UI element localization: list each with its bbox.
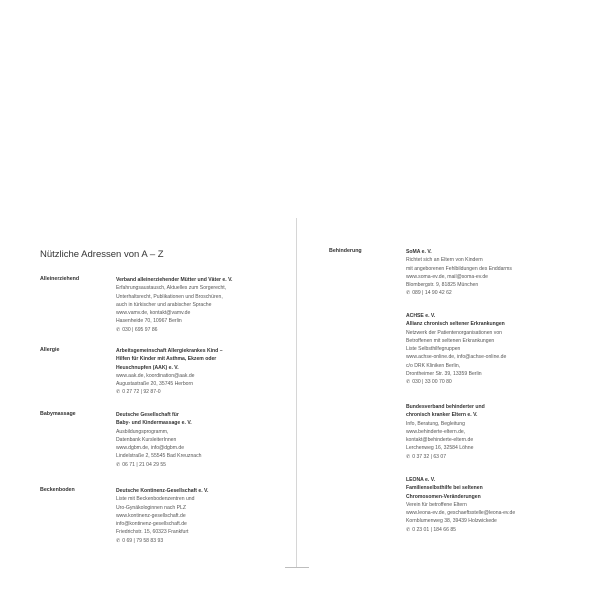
- address-line: Lindelstraße 2, 55545 Bad Kreuznach: [116, 453, 202, 460]
- address-body: [406, 476, 515, 534]
- address-line: Drontheimer Str. 39, 13359 Berlin: [406, 371, 482, 378]
- address-line: Netzwerk der Patientenorganisationen von: [406, 329, 502, 336]
- organization-name: Familienselbsthilfe bei seltenen: [406, 485, 483, 492]
- footer-line: [285, 567, 309, 568]
- phone-number: 030 | 33 00 70 80: [412, 379, 452, 386]
- address-line: Lerchenweg 16, 32584 Löhne: [406, 445, 474, 452]
- address-line: auch in türkischer und arabischer Sprache: [116, 301, 212, 308]
- address-line: Unterhaltsrecht, Publikationen und Broschüren,: [116, 293, 223, 300]
- address-line: www.leona-ev.de, geschaeftsstelle@leona-ev.de: [406, 510, 516, 517]
- category-label: Behinderung: [329, 248, 362, 254]
- phone-line: [116, 537, 208, 545]
- phone-icon: ✆: [116, 461, 121, 468]
- address-body: [116, 347, 223, 397]
- organization-name: Allianz chronisch seltener Erkrankungen: [406, 321, 505, 328]
- address-line: Augustastraße 20, 35745 Herborn: [116, 381, 194, 388]
- phone-icon: ✆: [116, 537, 121, 544]
- phone-number: 0 69 | 79 58 83 93: [122, 537, 164, 544]
- phone-line: [406, 378, 506, 386]
- address-line: www.aak.de, koordination@aak.de: [116, 372, 195, 379]
- address-line: Hasenheide 70, 10967 Berlin: [116, 318, 182, 325]
- phone-number: 030 | 695 97 86: [122, 326, 158, 333]
- address-body: [406, 403, 485, 461]
- category-label: Babymassage: [40, 411, 76, 417]
- phone-line: [116, 461, 202, 469]
- organization-name: Baby- und Kindermassage e. V.: [116, 420, 192, 427]
- category-label: Allergie: [40, 347, 60, 353]
- address-body: [116, 411, 202, 469]
- address-line: Ausbildungsprogramm,: [116, 428, 169, 435]
- phone-icon: ✆: [406, 453, 411, 460]
- address-line: Datenbank KursleiterInnen: [116, 436, 177, 443]
- address-body: [406, 248, 512, 298]
- address-line: Blombergstr. 9, 81825 München: [406, 282, 479, 289]
- organization-name: chronisch kranker Eltern e. V.: [406, 412, 478, 419]
- phone-icon: ✆: [406, 379, 411, 386]
- phone-number: 0 37 32 | 63 07: [412, 453, 447, 460]
- category-label: Beckenboden: [40, 487, 75, 493]
- address-line: mit angeborenen Fehlbildungen des Enddarms: [406, 265, 512, 272]
- address-line: info@kontinenz-gesellschaft.de: [116, 521, 187, 528]
- address-line: Liste Selbsthilfegruppen: [406, 346, 461, 353]
- address-line: www.behinderte-eltern.de,: [406, 428, 466, 435]
- category-label: Alleinerziehend: [40, 276, 80, 282]
- organization-name: Deutsche Kontinenz-Gesellschaft e. V.: [116, 488, 209, 494]
- address-line: Verein für betroffene Eltern: [406, 501, 467, 508]
- address-body: [116, 487, 208, 545]
- organization-name: Heuschnupfen (AAK) e. V.: [116, 364, 179, 371]
- address-line: Liste mit Beckenbodenzentren und: [116, 496, 195, 503]
- page-title: Nützliche Adressen von A – Z: [40, 249, 164, 260]
- phone-icon: ✆: [116, 326, 121, 333]
- phone-line: [116, 326, 232, 334]
- organization-name: Hilfen für Kinder mit Asthma, Ekzem oder: [116, 356, 217, 363]
- address-line: Uro-Gynäkologinnen nach PLZ: [116, 504, 186, 511]
- address-line: c/o DRK Kliniken Berlin,: [406, 362, 461, 369]
- address-line: Kornblumenweg 38, 39439 Holzwickede: [406, 518, 497, 525]
- address-line: Betroffenen mit seltenen Erkrankungen: [406, 337, 495, 344]
- phone-icon: ✆: [406, 290, 411, 297]
- organization-name: Verband alleinerziehender Mütter und Väter e. V.: [116, 277, 233, 283]
- organization-name: Chromosomen-Veränderungen: [406, 493, 481, 500]
- organization-name: ACHSE e. V.: [406, 313, 436, 319]
- organization-name: LEONA e. V.: [406, 477, 436, 483]
- address-line: kontakt@behinderte-eltern.de: [406, 437, 474, 444]
- address-line: www.kontinenz-gesellschaft.de: [116, 512, 186, 519]
- phone-number: 089 | 14 90 42 62: [412, 290, 452, 297]
- phone-line: [116, 388, 223, 396]
- address-line: Erfahrungsaustausch, Aktuelles zum Sorgerecht,: [116, 285, 227, 292]
- address-line: Info, Beratung, Begleitung: [406, 420, 465, 427]
- organization-name: Deutsche Gesellschaft für: [116, 412, 179, 418]
- phone-number: 0 23 01 | 184 66 85: [412, 526, 457, 533]
- organization-name: SoMA e. V.: [406, 249, 432, 255]
- address-line: www.vamv.de, kontakt@vamv.de: [116, 310, 191, 317]
- address-body: [406, 312, 506, 387]
- column-divider: [296, 218, 297, 568]
- address-body: [116, 276, 232, 334]
- address-line: www.dgbm.de, info@dgbm.de: [116, 445, 185, 452]
- address-line: Friedrichstr. 15, 60323 Frankfurt: [116, 529, 189, 536]
- phone-line: [406, 453, 485, 461]
- address-line: www.soma-ev.de, mail@soma-ev.de: [406, 273, 488, 280]
- address-line: www.achse-online.de, info@achse-online.de: [406, 354, 507, 361]
- phone-number: 0 27 72 | 92 87-0: [122, 389, 161, 396]
- organization-name: Arbeitsgemeinschaft Allergiekrankes Kind –: [116, 348, 223, 354]
- phone-number: 06 71 | 21 04 29 55: [122, 461, 167, 468]
- phone-line: [406, 289, 512, 297]
- phone-icon: ✆: [406, 526, 411, 533]
- phone-line: [406, 526, 515, 534]
- address-line: Richtet sich an Eltern von Kindern: [406, 257, 483, 264]
- organization-name: Bundesverband behinderter und: [406, 404, 485, 410]
- phone-icon: ✆: [116, 389, 121, 396]
